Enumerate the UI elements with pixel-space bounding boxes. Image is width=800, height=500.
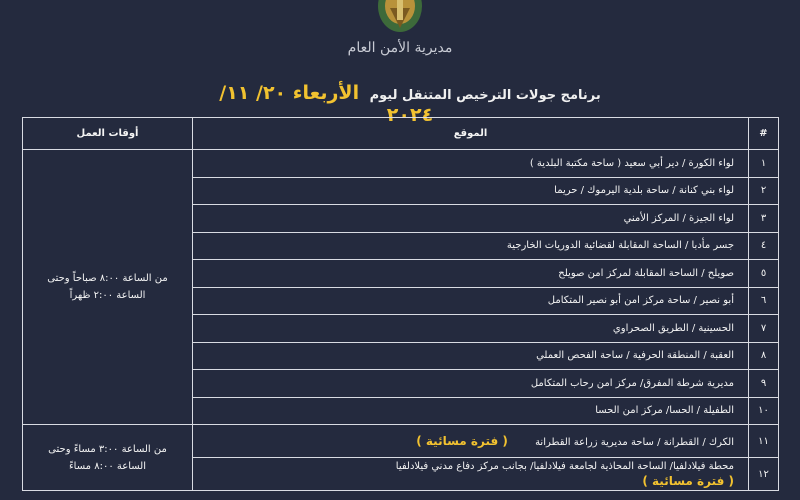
header-location: الموقع	[193, 118, 749, 150]
evening-period-note: ( فترة مسائية )	[642, 473, 734, 488]
row-num: ٣	[749, 205, 779, 233]
row-num: ٥	[749, 260, 779, 288]
evening-hours-line2: الساعة ٨:٠٠ مساءً	[68, 460, 146, 472]
header-hours: أوقات العمل	[23, 118, 193, 150]
table-header-row	[23, 118, 779, 150]
org-name: مديرية الأمن العام	[347, 40, 453, 56]
row-num: ١	[749, 150, 779, 178]
row-location	[193, 425, 749, 458]
row-location: الطفيلة / الحسا/ مركز امن الحسا	[193, 397, 749, 425]
row-num: ٢	[749, 177, 779, 205]
evening-hours-cell	[23, 425, 193, 491]
row-location: أبو نصير / ساحة مركز امن أبو نصير المتكامل	[193, 287, 749, 315]
row-location: لواء بني كنانة / ساحة بلدية اليرموك / حريما	[193, 177, 749, 205]
row-num: ٧	[749, 315, 779, 343]
morning-hours-line2: الساعة ٢:٠٠ ظهراً	[69, 290, 146, 301]
row-location-text: محطة فيلادلفيا/ الساحة المحاذية لجامعة فيلادلفيا/ بجانب مركز دفاع مدني فيلادلفيا	[395, 460, 734, 472]
schedule-table	[22, 117, 779, 491]
row-location: صويلح / الساحة المقابلة لمركز امن صويلح	[193, 260, 749, 288]
title-text: برنامج جولات الترخيص المتنقل ليوم	[369, 88, 601, 103]
row-location: العقبة / المنطقة الحرفية / ساحة الفحص العملي	[193, 342, 749, 370]
evening-hours-line1: من الساعة ٣:٠٠ مساءً وحتى	[48, 443, 167, 455]
row-num: ٩	[749, 370, 779, 398]
security-emblem-logo	[364, 0, 436, 34]
row-location: لواء الكورة / دير أبي سعيد ( ساحة مكتبة البلدية )	[193, 150, 749, 178]
row-location: مديرية شرطة المفرق/ مركز امن رحاب المتكامل	[193, 370, 749, 398]
morning-hours-line1: من الساعة ٨:٠٠ صباحاً وحتى	[47, 273, 168, 284]
row-num: ٨	[749, 342, 779, 370]
table-row	[23, 150, 779, 178]
header-num: #	[749, 118, 779, 150]
table-row	[23, 425, 779, 458]
row-num: ٦	[749, 287, 779, 315]
row-num: ١٠	[749, 397, 779, 425]
title-date: الأربعاء ٢٠/ ١١/ ٢٠٢٤	[219, 82, 434, 126]
evening-period-note: ( فترة مسائية )	[416, 434, 508, 448]
row-num: ٤	[749, 232, 779, 260]
row-num: ١٢	[749, 458, 779, 491]
morning-hours-cell	[23, 150, 193, 425]
row-location: لواء الجيزة / المركز الأمني	[193, 205, 749, 233]
row-location: جسر مأدبا / الساحة المقابلة لقضائية الدوريات الخارجية	[193, 232, 749, 260]
row-location	[193, 458, 749, 491]
row-location: الحسينية / الطريق الصحراوي	[193, 315, 749, 343]
row-num: ١١	[749, 425, 779, 458]
row-location-text: الكرك / القطرانة / ساحة مديرية زراعة القطرانة	[535, 437, 734, 448]
